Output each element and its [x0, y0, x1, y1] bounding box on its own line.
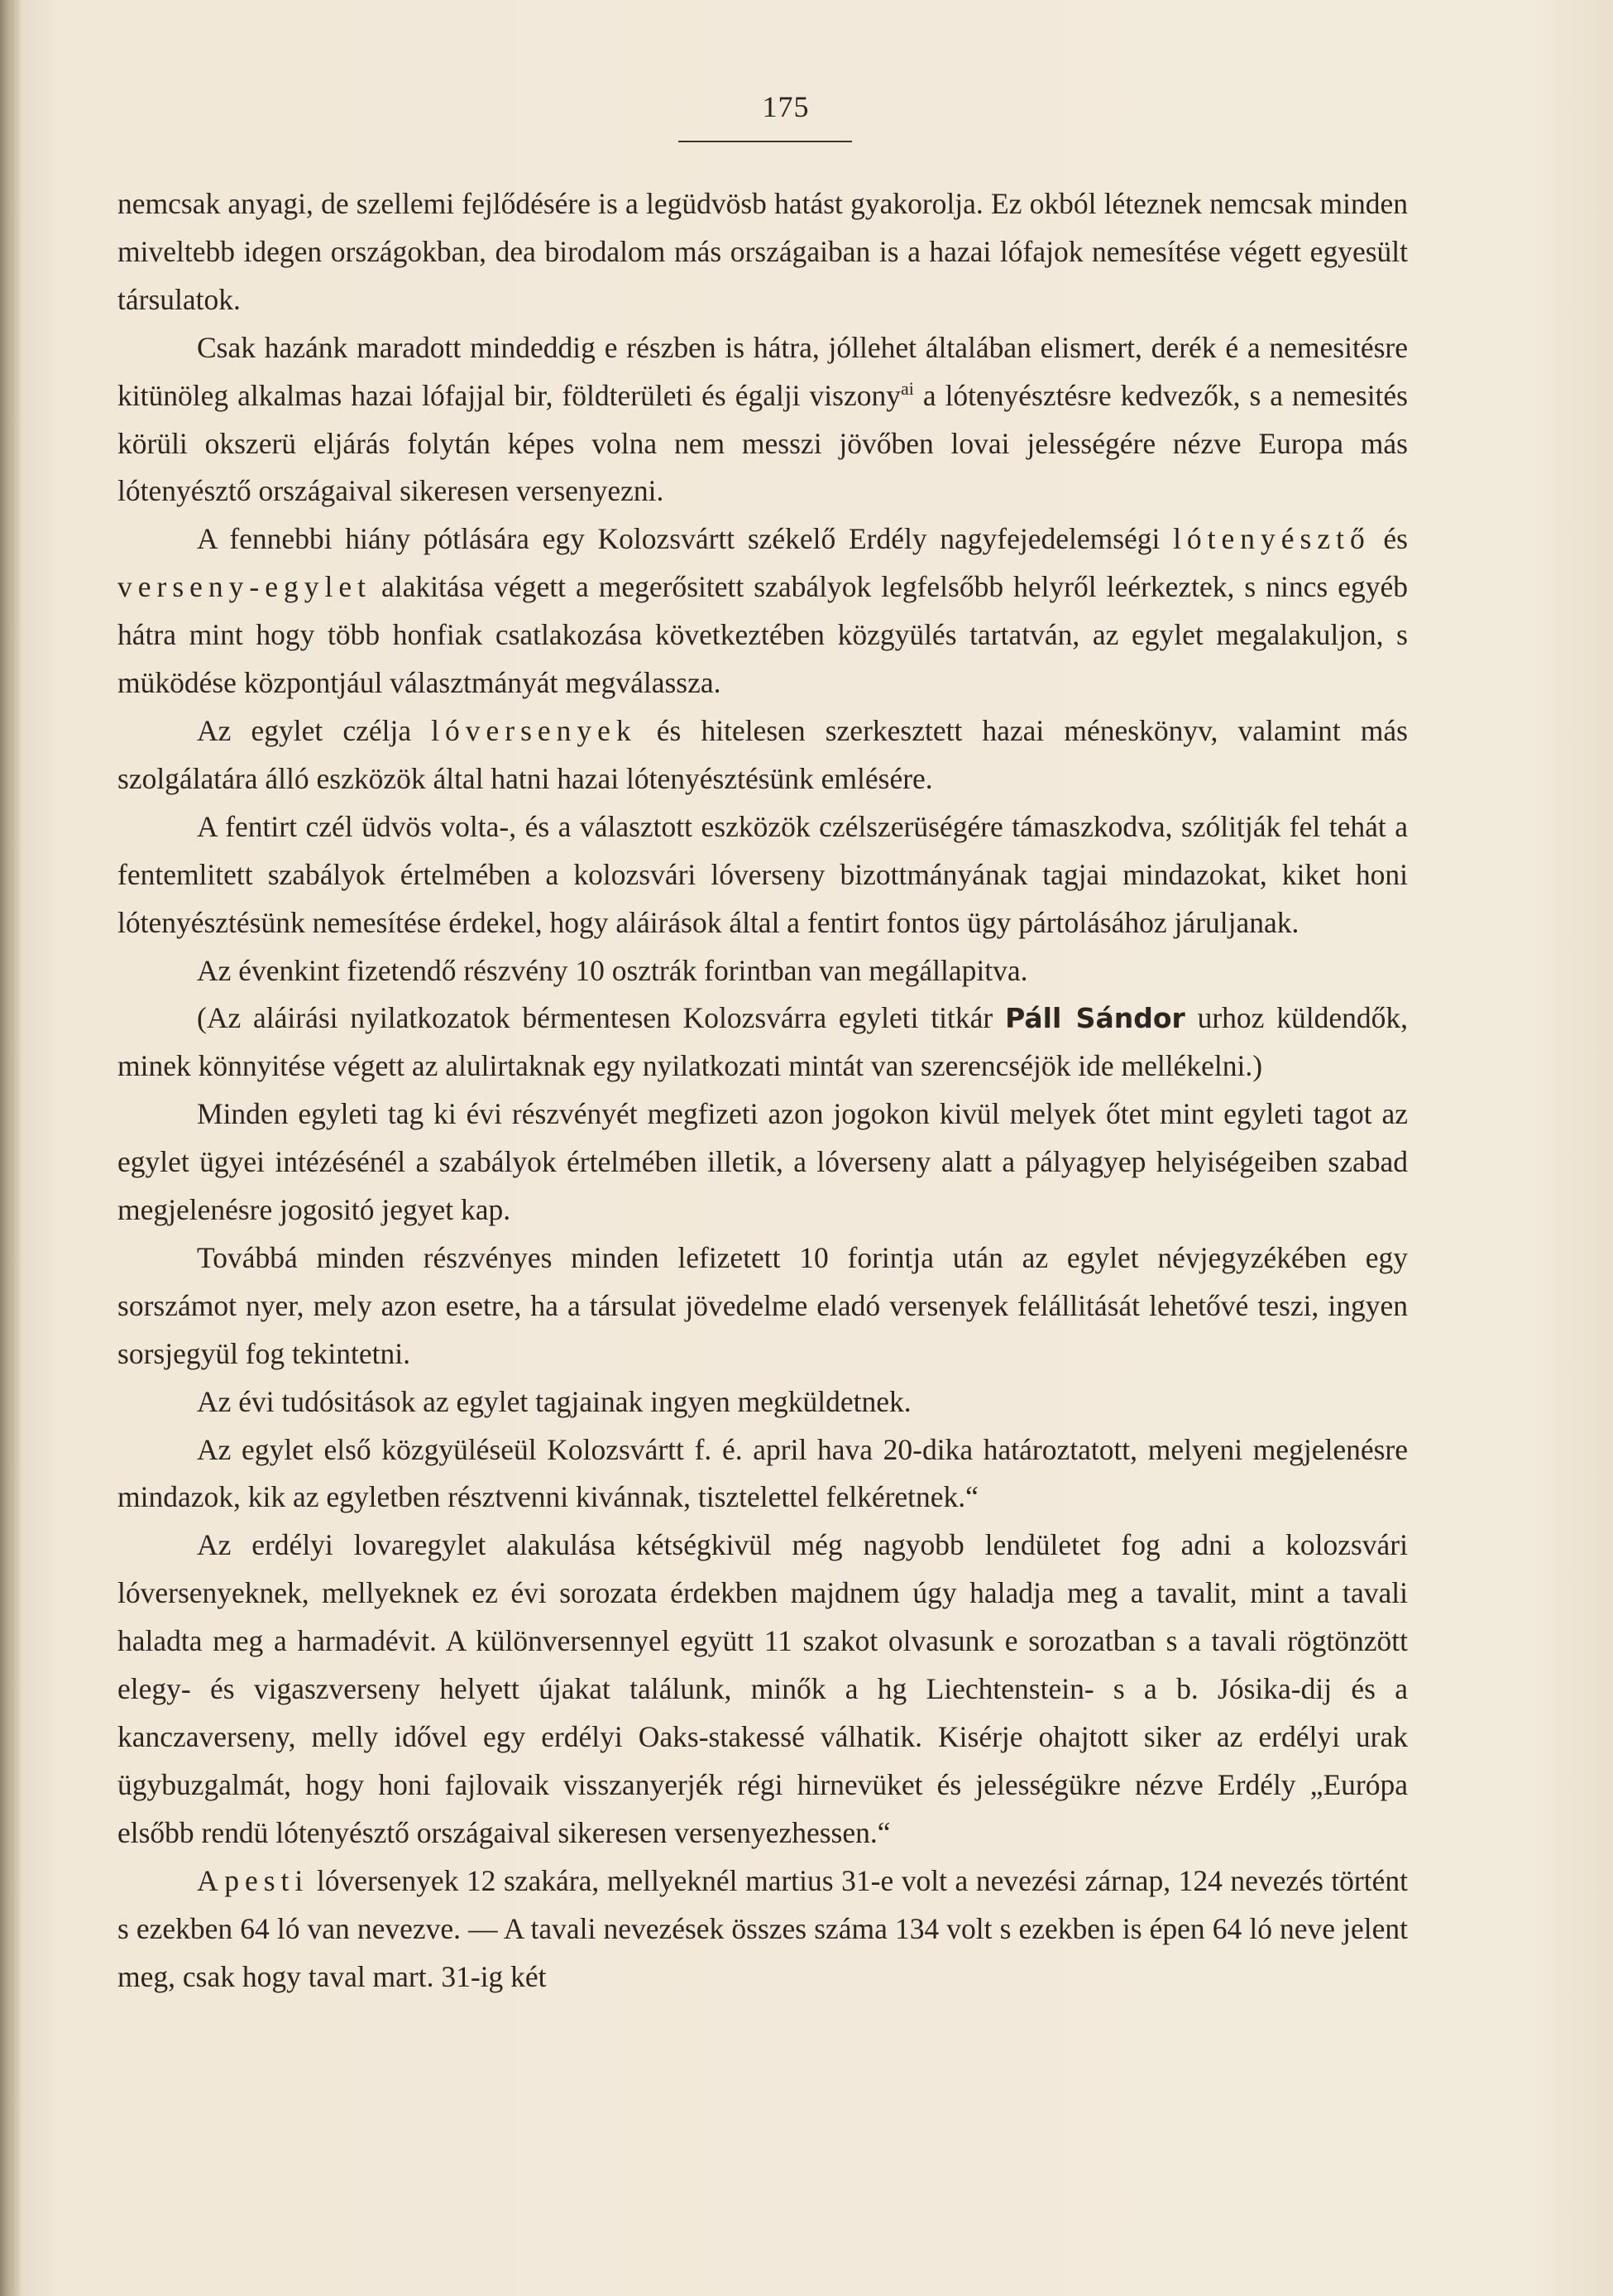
emphasized-spaced-text: lótenyésztő — [1173, 522, 1371, 556]
paragraph — [117, 1090, 1408, 1234]
text-run: urhoz küldendők, minek könnyitése végett az alulirtaknak egy nyilatkozati mintát van szerencséjök ide mellékelni.) — [117, 1001, 1409, 1083]
text-run: Az egylet első közgyüléseül Kolozsvártt f. é. april hava 20-dika határoztatott, melyeni megjelenésre mindazok, kik az egyletben résztvenni kivánnak, tisztelettel felkéretnek.“ — [117, 1432, 1408, 1514]
text-run: Csak hazánk maradott mindeddig e részben is hátra, jóllehet általában elismert, derék é a nemesitésre kitünöleg alkalmas hazai lófajjal bir, földterületi és égalji viszony — [117, 330, 1408, 412]
text-run: lóversenyek 12 szakára, mellyeknél martius 31-e volt a nevezési zárnap, 124 nevezés történt s ezekben 64 ló van nevezve. — A tavali nevezések összes száma 134 volt s ezekben is épen 64 ló neve jelent meg, csak hogy taval mart. 31-ig két — [117, 1863, 1408, 1993]
person-name: Páll Sándor — [1005, 1002, 1185, 1035]
emphasized-spaced-text: pesti — [224, 1863, 309, 1897]
paragraph — [117, 324, 1408, 516]
text-run: nemcsak anyagi, de szellemi fejlődésére is a legüdvösb hatást gyakorolja. Ez okból léteznek nemcsak minden miveltebb idegen országokban, dea birodalom más országaiban is a hazai lófajok nemesítése végett egyesült társulatok. — [117, 187, 1408, 316]
text-run: Az évenkint fizetendő részvény 10 osztrák forintban van megállapitva. — [197, 953, 1028, 987]
emphasized-spaced-text: lóversenyek — [431, 713, 637, 747]
paragraph — [117, 515, 1408, 707]
paragraph — [117, 1857, 1408, 2001]
paragraph — [117, 707, 1408, 803]
text-run: alakitása végett a megerősitett szabályok legfelsőbb helyről leérkeztek, s nincs egyéb hátra mint hogy több honfiak csatlakozása következtében közgyülés tartatván, az egylet megalakuljon, s müködése központjául választmányát megválassza. — [117, 570, 1408, 700]
paragraph — [117, 1426, 1408, 1522]
page-binding-shadow — [0, 0, 22, 2296]
paragraph — [117, 803, 1408, 947]
text-run: Az egylet czélja — [197, 713, 432, 747]
emphasized-spaced-text: verseny-egylet — [117, 570, 371, 604]
paragraph — [117, 995, 1408, 1090]
superscript-text: ai — [900, 377, 914, 399]
text-run: Továbbá minden részvényes minden lefizetett 10 forintja után az egylet névjegyzékében egy sorszámot nyer, mely azon esetre, ha a társulat jövedelme eladó versenyek felállitását lehetővé teszi, ingyen sorsjegyül fog tekintetni. — [117, 1240, 1408, 1370]
text-run: Az évi tudósitások az egylet tagjainak ingyen megküldetnek. — [197, 1384, 912, 1418]
text-run: A fentirt czél üdvös volta-, és a választott eszközök czélszerüségére támaszkodva, szólitják fel tehát a fentemlitett szabályok értelmében a kolozsvári lóverseny bizottmányának tagjai mindazokat, kiket honi lótenyésztésünk nemesítése érdekel, hogy aláirások által a fentirt fontos ügy pártolásához járuljanak. — [117, 809, 1408, 939]
text-run: A — [197, 1863, 225, 1897]
paragraph — [117, 947, 1408, 995]
text-run: A fennebbi hiány pótlására egy Kolozsvártt székelő Erdély nagyfejedelemségi — [197, 522, 1174, 556]
paragraph — [117, 1378, 1408, 1426]
body-text — [117, 180, 1408, 2001]
page-number: 175 — [762, 90, 810, 123]
header-rule — [678, 141, 852, 142]
text-run: a lótenyésztésre kedvezők, s a nemesités körüli okszerü eljárás folytán képes volna nem messzi jövőben lovai jelességére nézve Europa más lótenyésztő országaival sikeresen versenyezni. — [117, 378, 1408, 508]
text-run: és — [1370, 522, 1408, 556]
paragraph — [117, 180, 1408, 324]
text-run: és hitelesen szerkesztett hazai méneskönyv, valamint más szolgálatára álló eszközök által hatni hazai lótenyésztésünk emlésére. — [117, 713, 1408, 795]
text-run: Minden egyleti tag ki évi részvényét megfizeti azon jogokon kivül melyek őtet mint egyleti tagot az egylet ügyei intézésénél a szabályok értelmében illetik, a lóverseny alatt a pályagyep helyiségeiben szabad megjelenésre jogositó jegyet kap. — [117, 1097, 1408, 1227]
paragraph — [117, 1234, 1408, 1378]
text-run: (Az aláirási nyilatkozatok bérmentesen Kolozsvárra egyleti titkár — [197, 1001, 1006, 1035]
text-run: Az erdélyi lovaregylet alakulása kétségkivül még nagyobb lendületet fog adni a kolozsvári lóversenyeknek, mellyeknek ez évi sorozata érdekben majdnem úgy haladja meg a tavalit, mint a tavali haladta meg a harmadévit. A különversennyel együtt 11 szakot olvasunk e sorozatban s a tavali rögtönzött elegy- és vigaszverseny helyett újakat találunk, minők a hg Liechtenstein- s a b. Jósika-dij és a kanczaverseny, melly idővel egy erdélyi Oaks-stakessé válhatik. Kisérje ohajtott siker az erdélyi urak ügybuzgalmát, hogy honi fajlovaik visszanyerjék régi hirnevüket és jelességükre nézve Erdély „Európa elsőbb rendü lótenyésztő országaival sikeresen versenyezhessen.“ — [117, 1528, 1408, 1849]
paragraph — [117, 1522, 1408, 1857]
